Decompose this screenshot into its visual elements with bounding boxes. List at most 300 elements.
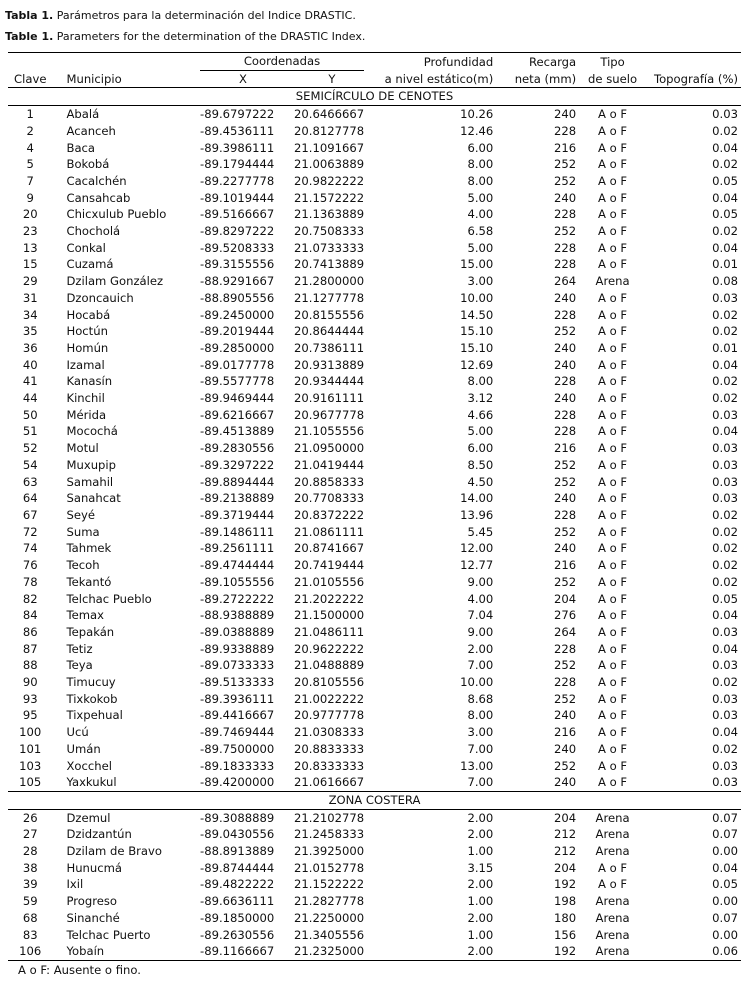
cell-x: -88.8905556	[200, 290, 275, 305]
cell-y: 21.0616667	[294, 775, 365, 790]
cell-clave: 28	[22, 844, 38, 859]
cell-y: 21.2102778	[294, 810, 365, 825]
cell-profundidad: 15.10	[460, 324, 494, 339]
cell-x: -89.7469444	[200, 725, 275, 740]
cell-clave: 83	[22, 927, 38, 942]
cell-clave: 105	[19, 775, 42, 790]
table-row	[8, 724, 741, 741]
cell-tipo-suelo: A o F	[598, 357, 628, 372]
cell-clave: 1	[26, 107, 34, 122]
cell-topografia: 0.00	[712, 894, 738, 909]
cell-municipio: Ucú	[66, 725, 89, 740]
cell-clave: 82	[22, 591, 38, 606]
cell-recarga: 228	[554, 123, 577, 138]
cell-y: 21.2250000	[294, 910, 365, 925]
cell-y: 20.9777778	[294, 708, 365, 723]
cell-topografia: 0.03	[712, 290, 738, 305]
cell-clave: 5	[26, 157, 34, 172]
cell-x: -89.4744444	[200, 558, 275, 573]
footnote: A o F: Ausente o fino.	[18, 963, 141, 977]
cell-profundidad: 4.00	[467, 207, 494, 222]
cell-municipio: Conkal	[66, 240, 106, 255]
cell-recarga: 240	[554, 340, 577, 355]
cell-profundidad: 5.00	[467, 240, 494, 255]
cell-y: 20.8372222	[294, 507, 365, 522]
cell-y: 21.1055556	[294, 424, 365, 439]
cell-x: -89.2138889	[200, 491, 275, 506]
cell-profundidad: 14.50	[460, 307, 494, 322]
cell-municipio: Baca	[66, 140, 96, 155]
cell-clave: 9	[26, 190, 34, 205]
cell-tipo-suelo: A o F	[598, 860, 628, 875]
cell-profundidad: 4.50	[467, 474, 494, 489]
cell-x: -89.3088889	[200, 810, 275, 825]
section-title: ZONA COSTERA	[8, 791, 741, 809]
cell-tipo-suelo: A o F	[598, 691, 628, 706]
cell-profundidad: 1.00	[467, 844, 494, 859]
cell-clave: 103	[19, 758, 42, 773]
header-nivel: a nivel estático(m)	[370, 71, 493, 88]
cell-topografia: 0.05	[712, 173, 738, 188]
cell-topografia: 0.02	[712, 307, 738, 322]
cell-tipo-suelo: Arena	[595, 810, 630, 825]
cell-x: -89.4536111	[200, 123, 275, 138]
cell-x: -89.7500000	[200, 741, 275, 756]
cell-recarga: 228	[554, 257, 577, 272]
table-row	[8, 390, 741, 407]
cell-municipio: Sinanché	[66, 910, 120, 925]
cell-profundidad: 6.00	[467, 140, 494, 155]
cell-municipio: Chicxulub Pueblo	[66, 207, 167, 222]
cell-topografia: 0.02	[712, 558, 738, 573]
cell-recarga: 228	[554, 424, 577, 439]
cell-y: 20.9161111	[294, 391, 365, 406]
cell-recarga: 204	[554, 591, 577, 606]
cell-municipio: Tixpehual	[66, 708, 123, 723]
cell-recarga: 240	[554, 290, 577, 305]
header-recarga: Recarga	[493, 53, 576, 71]
cell-x: -89.5166667	[200, 207, 275, 222]
cell-clave: 38	[22, 860, 38, 875]
cell-municipio: Chocholá	[66, 224, 121, 239]
cell-profundidad: 13.96	[460, 507, 494, 522]
cell-clave: 7	[26, 173, 34, 188]
cell-y: 21.1572222	[294, 190, 365, 205]
cell-clave: 59	[22, 894, 38, 909]
table-row	[8, 943, 741, 960]
cell-profundidad: 3.00	[467, 725, 494, 740]
cell-municipio: Umán	[66, 741, 101, 756]
cell-recarga: 240	[554, 541, 577, 556]
cell-recarga: 240	[554, 708, 577, 723]
cell-tipo-suelo: A o F	[598, 708, 628, 723]
cell-municipio: Timucuy	[66, 675, 116, 690]
cell-municipio: Tetiz	[66, 641, 93, 656]
cell-topografia: 0.02	[712, 507, 738, 522]
cell-y: 20.6466667	[294, 107, 365, 122]
table-row	[8, 691, 741, 708]
cell-x: -88.9388889	[200, 608, 275, 623]
cell-clave: 41	[22, 374, 38, 389]
cell-profundidad: 2.00	[467, 641, 494, 656]
cell-recarga: 240	[554, 391, 577, 406]
cell-x: -89.5208333	[200, 240, 275, 255]
cell-profundidad: 5.00	[467, 424, 494, 439]
cell-profundidad: 4.00	[467, 591, 494, 606]
cell-tipo-suelo: A o F	[598, 441, 628, 456]
cell-x: -89.3936111	[200, 691, 275, 706]
cell-x: -89.5133333	[200, 675, 275, 690]
table-row	[8, 641, 741, 658]
cell-topografia: 0.07	[712, 910, 738, 925]
cell-y: 20.7708333	[294, 491, 365, 506]
cell-recarga: 216	[554, 725, 577, 740]
table-row	[8, 607, 741, 624]
cell-x: -89.6636111	[200, 894, 275, 909]
cell-x: -89.0388889	[200, 624, 275, 639]
cell-y: 20.9344444	[294, 374, 365, 389]
cell-y: 21.0419444	[294, 457, 365, 472]
cell-tipo-suelo: A o F	[598, 140, 628, 155]
cell-topografia: 0.02	[712, 123, 738, 138]
cell-y: 20.9677778	[294, 407, 365, 422]
cell-topografia: 0.00	[712, 844, 738, 859]
cell-municipio: Dzemul	[66, 810, 111, 825]
cell-tipo-suelo: A o F	[598, 558, 628, 573]
cell-x: -89.1794444	[200, 157, 275, 172]
cell-profundidad: 10.00	[460, 290, 494, 305]
caption-label: Tabla 1.	[5, 9, 54, 22]
table-row	[8, 340, 741, 357]
cell-x: -89.2019444	[200, 324, 275, 339]
cell-tipo-suelo: A o F	[598, 507, 628, 522]
cell-x: -89.1166667	[194, 943, 286, 960]
table-row	[8, 307, 741, 324]
table-row	[8, 173, 741, 190]
cell-tipo-suelo: A o F	[598, 374, 628, 389]
table-row	[8, 524, 741, 541]
cell-topografia: 0.02	[712, 374, 738, 389]
section-zona-costera	[8, 791, 741, 960]
cell-y: 20.8333333	[294, 758, 365, 773]
cell-recarga: 264	[554, 624, 577, 639]
cell-y: 20.7413889	[294, 257, 365, 272]
cell-clave: 36	[22, 340, 38, 355]
cell-municipio: Hoctún	[66, 324, 108, 339]
cell-x: -89.8744444	[200, 860, 275, 875]
header-profundidad: Profundidad	[370, 53, 493, 71]
cell-topografia: 0.01	[712, 340, 738, 355]
cell-municipio: Cansahcab	[66, 190, 131, 205]
cell-y: 21.0486111	[294, 624, 365, 639]
cell-municipio: Telchac Puerto	[66, 927, 151, 942]
header-municipio: Municipio	[52, 71, 194, 88]
cell-y: 21.0733333	[294, 240, 365, 255]
cell-tipo-suelo: A o F	[598, 758, 628, 773]
cell-municipio: Tecoh	[66, 558, 100, 573]
cell-recarga: 228	[554, 407, 577, 422]
caption-text: Parámetros para la determinación del Indice DRASTIC.	[53, 9, 356, 22]
cell-municipio: Ixil	[66, 877, 84, 892]
cell-x: -89.4200000	[200, 775, 275, 790]
cell-profundidad: 2.00	[467, 910, 494, 925]
cell-municipio: Sanahcat	[66, 491, 121, 506]
cell-y: 21.2458333	[294, 827, 365, 842]
cell-x: -89.6216667	[200, 407, 275, 422]
cell-x: -88.8913889	[200, 844, 275, 859]
header-tipo: Tipo	[576, 53, 649, 71]
table-row	[8, 910, 741, 927]
cell-municipio: Muxupip	[66, 457, 116, 472]
cell-recarga: 252	[554, 457, 577, 472]
cell-y: 20.8155556	[294, 307, 365, 322]
cell-recarga: 228	[554, 374, 577, 389]
table-row	[8, 540, 741, 557]
cell-x: -89.8297222	[200, 224, 275, 239]
cell-municipio: Motul	[66, 441, 99, 456]
cell-tipo-suelo: A o F	[598, 725, 628, 740]
cell-y: 21.3405556	[294, 927, 365, 942]
cell-tipo-suelo: Arena	[595, 927, 630, 942]
cell-topografia: 0.03	[712, 775, 738, 790]
table-row	[8, 223, 741, 240]
header-x: X	[194, 71, 286, 88]
cell-profundidad: 12.00	[460, 541, 494, 556]
cell-clave: 51	[22, 424, 38, 439]
cell-y: 21.2827778	[294, 894, 365, 909]
cell-recarga: 228	[554, 307, 577, 322]
cell-municipio: Hunucmá	[66, 860, 123, 875]
table-row	[8, 860, 741, 877]
cell-clave: 72	[22, 524, 38, 539]
cell-profundidad: 7.00	[467, 775, 494, 790]
cell-clave: 52	[22, 441, 38, 456]
cell-profundidad: 10.00	[460, 675, 494, 690]
cell-profundidad: 3.00	[467, 274, 494, 289]
table-row	[8, 657, 741, 674]
cell-clave: 87	[22, 641, 38, 656]
header-neta: neta (mm)	[493, 71, 576, 88]
table-row	[8, 674, 741, 691]
cell-tipo-suelo: A o F	[598, 324, 628, 339]
cell-recarga: 198	[554, 894, 577, 909]
cell-topografia: 0.02	[712, 741, 738, 756]
cell-profundidad: 7.04	[467, 608, 494, 623]
cell-tipo-suelo: A o F	[598, 641, 628, 656]
cell-x: -88.9291667	[200, 274, 275, 289]
cell-clave: 23	[22, 224, 38, 239]
table-row	[8, 490, 741, 507]
cell-profundidad: 1.00	[467, 927, 494, 942]
cell-recarga: 252	[554, 157, 577, 172]
cell-profundidad: 2.00	[467, 877, 494, 892]
header-y: Y	[286, 71, 370, 88]
cell-tipo-suelo: Arena	[576, 943, 649, 960]
cell-clave: 90	[22, 675, 38, 690]
cell-profundidad: 10.26	[460, 107, 494, 122]
cell-tipo-suelo: Arena	[595, 844, 630, 859]
cell-y: 21.3925000	[294, 844, 365, 859]
cell-topografia: 0.05	[712, 877, 738, 892]
cell-y: 21.2800000	[294, 274, 365, 289]
cell-recarga: 252	[554, 173, 577, 188]
table-row	[8, 809, 741, 826]
cell-y: 20.7508333	[294, 224, 365, 239]
cell-topografia: 0.03	[712, 441, 738, 456]
cell-recarga: 276	[554, 608, 577, 623]
cell-x: -89.2561111	[200, 541, 275, 556]
cell-y: 21.0022222	[294, 691, 365, 706]
cell-recarga: 252	[554, 474, 577, 489]
cell-recarga: 252	[554, 658, 577, 673]
caption-text: Parameters for the determination of the DRASTIC Index.	[53, 30, 366, 43]
cell-y: 21.2325000	[286, 943, 370, 960]
cell-tipo-suelo: A o F	[598, 107, 628, 122]
cell-tipo-suelo: A o F	[598, 424, 628, 439]
cell-tipo-suelo: A o F	[598, 457, 628, 472]
cell-x: -89.1055556	[200, 574, 275, 589]
cell-profundidad: 9.00	[467, 624, 494, 639]
cell-x: -89.3155556	[200, 257, 275, 272]
cell-recarga: 240	[554, 107, 577, 122]
cell-clave: 64	[22, 491, 38, 506]
cell-recarga: 216	[554, 441, 577, 456]
cell-x: -89.0733333	[200, 658, 275, 673]
cell-tipo-suelo: A o F	[598, 240, 628, 255]
cell-recarga: 240	[554, 775, 577, 790]
table-row	[8, 826, 741, 843]
cell-clave: 29	[22, 274, 38, 289]
cell-municipio: Abalá	[66, 107, 100, 122]
cell-recarga: 204	[554, 860, 577, 875]
cell-tipo-suelo: A o F	[598, 775, 628, 790]
cell-profundidad: 1.00	[467, 894, 494, 909]
cell-municipio: Dzoncauich	[66, 290, 134, 305]
cell-profundidad: 12.77	[460, 558, 494, 573]
cell-recarga: 252	[554, 574, 577, 589]
cell-recarga: 228	[554, 207, 577, 222]
cell-topografia: 0.02	[712, 324, 738, 339]
cell-municipio: Xocchel	[66, 758, 112, 773]
cell-x: -89.2277778	[200, 173, 275, 188]
cell-tipo-suelo: A o F	[598, 591, 628, 606]
cell-municipio: Tepakán	[66, 624, 115, 639]
cell-clave: 4	[26, 140, 34, 155]
table-row	[8, 323, 741, 340]
cell-topografia: 0.02	[712, 157, 738, 172]
table-row	[8, 156, 741, 173]
cell-tipo-suelo: Arena	[595, 827, 630, 842]
cell-profundidad: 7.00	[467, 741, 494, 756]
table-row	[8, 140, 741, 157]
cell-x: -89.8894444	[200, 474, 275, 489]
cell-municipio: Kinchil	[66, 391, 105, 406]
cell-x: -89.1019444	[200, 190, 275, 205]
table-row	[8, 457, 741, 474]
cell-topografia: 0.02	[712, 574, 738, 589]
cell-topografia: 0.04	[712, 860, 738, 875]
cell-profundidad: 2.00	[370, 943, 493, 960]
cell-topografia: 0.04	[712, 190, 738, 205]
cell-recarga: 252	[554, 758, 577, 773]
cell-topografia: 0.04	[712, 424, 738, 439]
cell-recarga: 264	[554, 274, 577, 289]
cell-clave: 26	[22, 810, 38, 825]
cell-y: 20.7386111	[294, 340, 365, 355]
cell-x: -89.5577778	[200, 374, 275, 389]
table-row	[8, 273, 741, 290]
cell-municipio: Seyé	[66, 507, 95, 522]
table-row	[8, 240, 741, 257]
cell-municipio: Tahmek	[66, 541, 112, 556]
cell-tipo-suelo: A o F	[598, 407, 628, 422]
cell-municipio: Kanasín	[66, 374, 113, 389]
cell-y: 21.2022222	[294, 591, 365, 606]
cell-clave: 74	[22, 541, 38, 556]
cell-y: 20.9622222	[294, 641, 365, 656]
cell-municipio: Acanceh	[66, 123, 116, 138]
cell-topografia: 0.03	[712, 758, 738, 773]
cell-municipio: Bokobá	[66, 157, 110, 172]
cell-y: 20.8644444	[294, 324, 365, 339]
cell-municipio: Dzidzantún	[66, 827, 132, 842]
cell-tipo-suelo: A o F	[598, 190, 628, 205]
cell-municipio: Teya	[66, 658, 93, 673]
table-row	[8, 758, 741, 775]
header-suelo: de suelo	[576, 71, 649, 88]
cell-clave: 68	[22, 910, 38, 925]
cell-recarga: 252	[554, 524, 577, 539]
cell-x: -89.3297222	[200, 457, 275, 472]
section-semicirculo	[8, 88, 741, 792]
table-row	[8, 843, 741, 860]
cell-municipio: Suma	[66, 524, 100, 539]
cell-municipio: Samahil	[66, 474, 114, 489]
cell-tipo-suelo: A o F	[598, 257, 628, 272]
cell-clave: 44	[22, 391, 38, 406]
cell-x: -89.6797222	[200, 107, 275, 122]
cell-y: 20.9313889	[294, 357, 365, 372]
table-row	[8, 474, 741, 491]
cell-tipo-suelo: A o F	[598, 741, 628, 756]
cell-tipo-suelo: A o F	[598, 474, 628, 489]
cell-y: 20.8741667	[294, 541, 365, 556]
cell-tipo-suelo: A o F	[598, 290, 628, 305]
cell-x: -89.9338889	[200, 641, 275, 656]
cell-profundidad: 5.45	[467, 524, 494, 539]
cell-x: -89.1833333	[200, 758, 275, 773]
cell-municipio: Cuzamá	[66, 257, 114, 272]
cell-topografia: 0.03	[712, 658, 738, 673]
cell-profundidad: 5.00	[467, 190, 494, 205]
cell-y: 20.8833333	[294, 741, 365, 756]
cell-topografia: 0.04	[712, 608, 738, 623]
cell-clave: 101	[19, 741, 42, 756]
table-caption-en	[5, 30, 365, 43]
caption-label: Table 1.	[5, 30, 54, 43]
cell-profundidad: 8.50	[467, 457, 494, 472]
cell-y: 21.0063889	[294, 157, 365, 172]
section-header-row	[8, 791, 741, 809]
cell-x: -89.2850000	[200, 340, 275, 355]
cell-clave: 20	[22, 207, 38, 222]
header-coordenadas: Coordenadas	[194, 53, 370, 71]
cell-recarga: 252	[554, 224, 577, 239]
cell-y: 21.0950000	[294, 441, 365, 456]
section-header-row	[8, 88, 741, 106]
table-row	[8, 373, 741, 390]
table-row	[8, 357, 741, 374]
